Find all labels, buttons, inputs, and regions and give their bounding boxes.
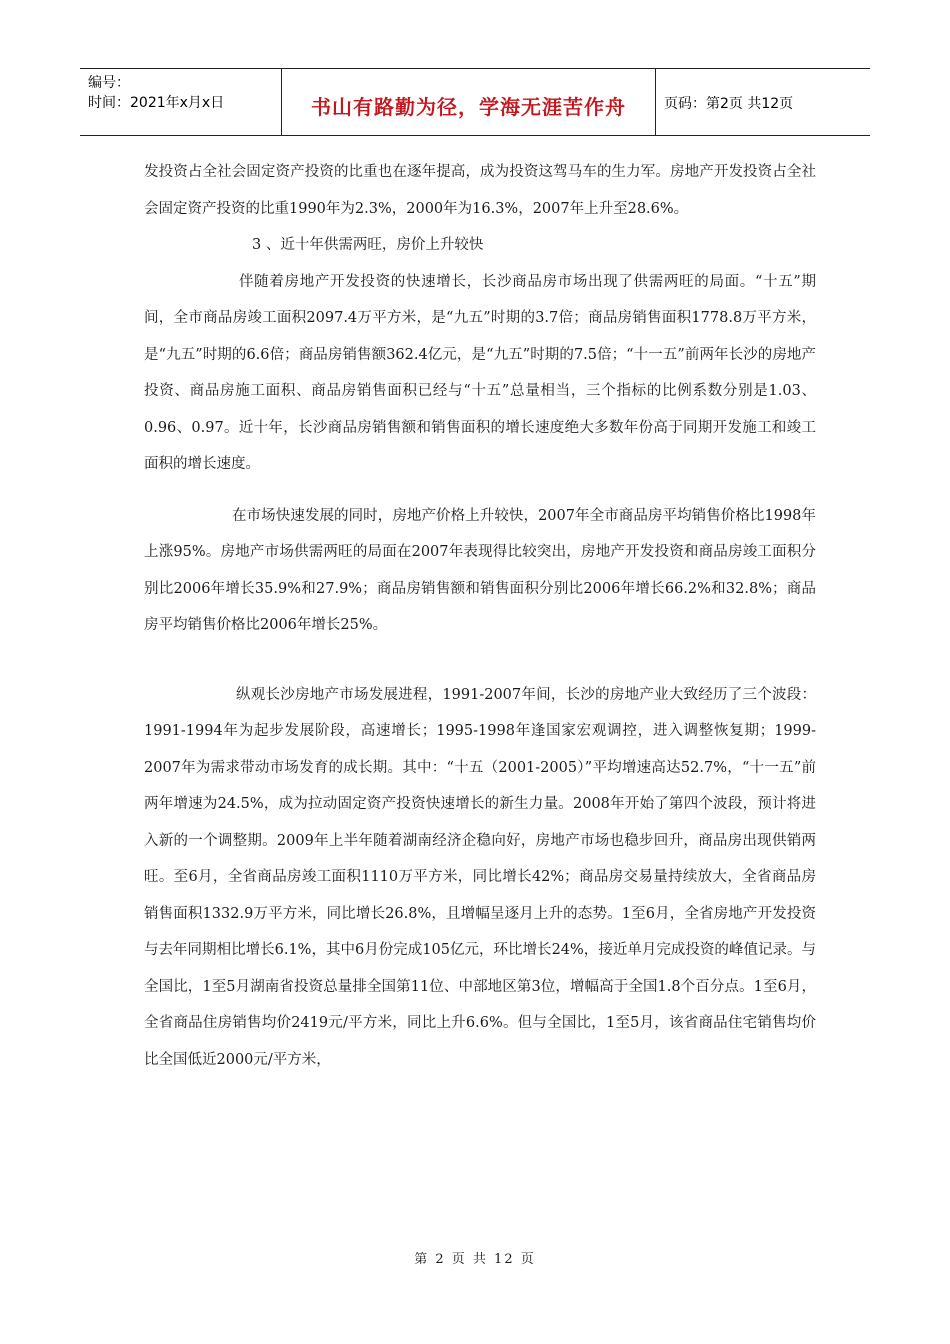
section-heading-3: 3 、近十年供需两旺，房价上升较快	[252, 237, 484, 253]
header-time-label: 时间：2021年x月x日	[88, 95, 225, 111]
header-page-label: 页码：第2页 共12页	[664, 96, 794, 112]
paragraph-market-history: 纵观长沙房地产市场发展进程，1991-2007年间，长沙的房地产业大致经历了三个波段：1991-1994年为起步发展阶段，高速增长；1995-1998年逢国家宏观调控，进入调整恢复期；1999-2007年为需求带动市场发育的成长期。其中：“十五（2001-2005）”平均增速高达52.7%，“十一五”前两年增速为24.5%，成为拉动固定资产投资快速增长的新生力量。2008年开始了第四个波段，预计将进入新的一个调整期。2009年上半年随着湖南经济企稳向好，房地产市场也稳步回升，商品房出现供销两旺。至6月，全省商品房竣工面积1110万平方米，同比增长42%；商品房交易量持续放大，全省商品房销售面积1332.9万平方米，同比增长26.8%，且增幅呈逐月上升的态势。1至6月，全省房地产开发投资与去年同期相比增长6.1%，其中6月份完成105亿元，环比增长24%，接近单月完成投资的峰值记录。与全国比，1至5月湖南省投资总量排全国第11位、中部地区第3位，增幅高于全国1.8个百分点。1至6月，全省商品住房销售均价2419元/平方米，同比上升6.6%。但与全国比，1至5月，该省商品住宅销售均价比全国低近2000元/平方米，	[144, 686, 816, 1068]
paragraph-supply-demand: 伴随着房地产开发投资的快速增长，长沙商品房市场出现了供需两旺的局面。“十五”期间，全市商品房竣工面积2097.4万平方米，是“九五”时期的3.7倍；商品房销售面积1778.8万平方米，是“九五”时期的6.6倍；商品房销售额362.4亿元，是“九五”时期的7.5倍；“十一五”前两年长沙的房地产投资、商品房施工面积、商品房销售面积已经与“十五”总量相当，三个指标的比例系数分别是1.03、0.96、0.97。近十年，长沙商品房销售额和销售面积的增长速度绝大多数年份高于同期开发施工和竣工面积的增长速度。	[144, 273, 816, 472]
header-number-label: 编号：	[88, 75, 130, 91]
header-motto: 书山有路勤为径，学海无涯苦作舟	[282, 69, 656, 135]
paragraph-price-rise: 在市场快速发展的同时，房地产价格上升较快，2007年全市商品房平均销售价格比1998年上涨95%。房地产市场供需两旺的局面在2007年表现得比较突出，房地产开发投资和商品房竣工面积分别比2006年增长35.9%和27.9%；商品房销售额和销售面积分别比2006年增长66.2%和32.8%；商品房平均销售价格比2006年增长25%。	[144, 507, 816, 633]
document-body	[144, 154, 816, 1078]
page-footer: 第 2 页 共 12 页	[414, 1252, 536, 1267]
paragraph-continued: 发投资占全社会固定资产投资的比重也在逐年提高，成为投资这驾马车的生力军。房地产开发投资占全社会固定资产投资的比重1990年为2.3%，2000年为16.3%，2007年上升至28.6%。	[144, 164, 816, 217]
page-header	[80, 68, 870, 136]
header-meta	[80, 69, 282, 135]
